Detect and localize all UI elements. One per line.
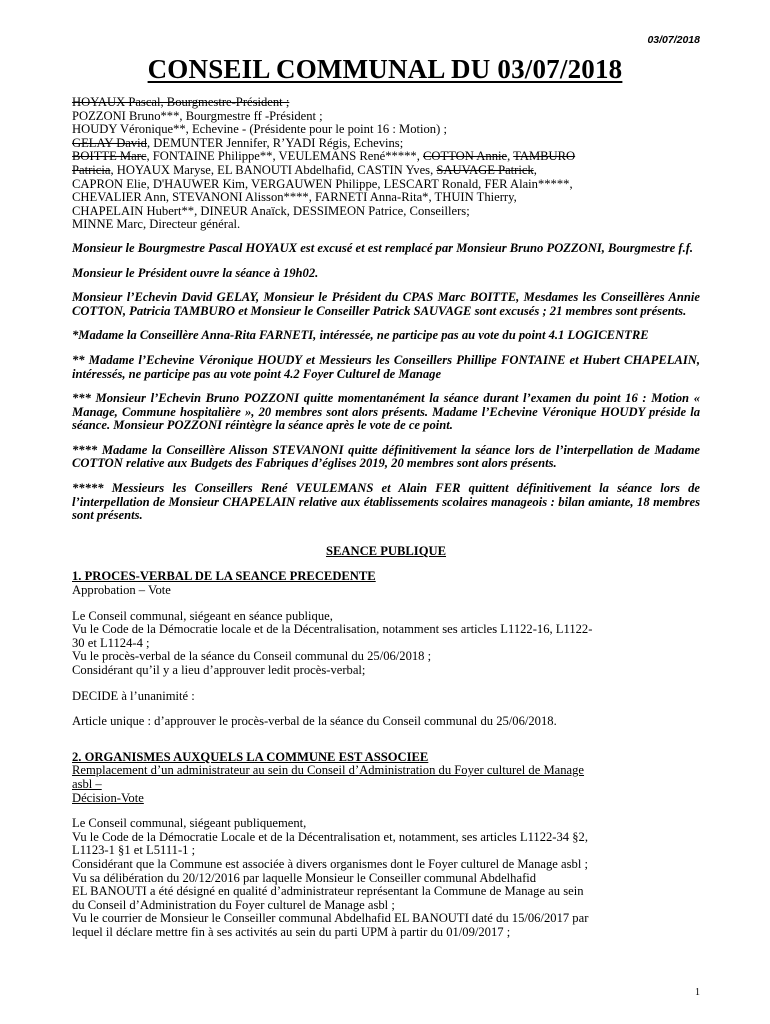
struck-name: GELAY David xyxy=(72,135,147,150)
text-line: 30 et L1124-4 ; xyxy=(72,635,150,650)
item-subtitle: Décision-Vote xyxy=(72,790,144,805)
session-note: Monsieur le Bourgmestre Pascal HOYAUX est excusé et est remplacé par Monsieur Bruno POZZONI, Bourgmestre f.f. xyxy=(72,240,694,255)
item-title: 1. PROCES-VERBAL DE LA SEANCE PRECEDENTE xyxy=(72,569,376,584)
text-line: L1123-1 §1 et L5111-1 ; xyxy=(72,843,196,858)
text-line: Vu le Code de la Démocratie Locale et de la Décentralisation et, notamment, ses articles L1122-34 §2, xyxy=(72,829,588,844)
item-subtitle: Remplacement d’un administrateur au sein du Conseil d’Administration du Foyer culturel de Manage xyxy=(72,763,585,778)
attendee-line: CHEVALIER Ann, STEVANONI Alisson****, FARNETI Anna-Rita*, THUIN Thierry, xyxy=(72,190,517,205)
struck-name: HOYAUX Pascal, Bourgmestre-Président ; xyxy=(72,95,290,109)
text-line: Considérant qu’il y a lieu d’approuver ledit procès-verbal; xyxy=(72,663,366,677)
item-title: 2. ORGANISMES AUXQUELS LA COMMUNE EST ASSOCIEE xyxy=(72,749,429,764)
struck-name: BOITTE Marc xyxy=(72,149,147,164)
attendee-line: MINNE Marc, Directeur général. xyxy=(72,217,241,232)
attendee-line: CAPRON Elie, D'HAUWER Kim, VERGAUWEN Philippe, LESCART Ronald, FER Alain*****, xyxy=(72,176,573,191)
item-subtitle: asbl – xyxy=(72,776,102,791)
attendees-list xyxy=(72,96,700,232)
decision-line: DECIDE à l’unanimité : xyxy=(72,688,195,703)
attendee-text: , HOYAUX Maryse, EL BANOUTI Abdelhafid, CASTIN Yves, xyxy=(110,162,437,177)
text-line: Le Conseil communal, siégeant en séance publique, xyxy=(72,608,333,623)
attendee-line xyxy=(72,137,700,151)
struck-name: SAUVAGE Patrick xyxy=(436,162,534,177)
attendee-line: POZZONI Bruno***, Bourgmestre ff -Président ; xyxy=(72,108,323,123)
text-line: Vu sa délibération du 20/12/2016 par laquelle Monsieur le Conseiller communal Abdelhafid xyxy=(72,870,537,885)
attendee-text: , DEMUNTER Jennifer, R’YADI Régis, Echevins; xyxy=(146,135,404,150)
item-paragraph xyxy=(72,817,700,939)
text-line: Le Conseil communal, siégeant publiquement, xyxy=(72,816,307,831)
struck-name: TAMBURO xyxy=(513,149,576,164)
item-subtitle: Approbation – Vote xyxy=(72,583,171,598)
attendee-line: HOUDY Véronique**, Echevine - (Présidente pour le point 16 : Motion) ; xyxy=(72,122,447,137)
attendee-text: , xyxy=(533,162,537,177)
item-paragraph xyxy=(72,610,700,678)
article-line: Article unique : d’approuver le procès-verbal de la séance du Conseil communal du 25/06/2018. xyxy=(72,714,557,729)
text-line: Vu le Code de la Démocratie locale et de la Décentralisation, notamment ses articles L1122-16, L1122- xyxy=(72,622,593,637)
attendee-line xyxy=(72,96,700,110)
attendee-line xyxy=(72,150,700,164)
text-line: Vu le procès-verbal de la séance du Conseil communal du 25/06/2018 ; xyxy=(72,649,432,664)
session-note: *Madame la Conseillère Anna-Rita FARNETI, intéressée, ne participe pas au vote du point 4.1 LOGICENTRE xyxy=(72,328,649,343)
struck-name: COTTON Annie xyxy=(423,149,508,164)
header-date: 03/07/2018 xyxy=(647,34,700,46)
session-note: Monsieur le Président ouvre la séance à 19h02. xyxy=(72,265,319,280)
session-note: *** Monsieur l’Echevin Bruno POZZONI quitte momentanément la séance durant l’examen du point 16 : Motion « Manage, Commune hospitalière », 20 membres sont alors présents. Madame l’Echevine Véronique HOUDY préside la séance. Monsieur POZZONI réintègre la séance après le vote de ce point. xyxy=(72,391,700,433)
session-note: **** Madame la Conseillère Alisson STEVANONI quitte définitivement la séance lors de l’interpellation de Madame COTTON relative aux Budgets des Fabriques d’églises 2019, 20 membres sont alors présents. xyxy=(72,442,700,471)
session-note: Monsieur l’Echevin David GELAY, Monsieur le Président du CPAS Marc BOITTE, Mesdames les Conseillères Annie COTTON, Patricia TAMBURO et Monsieur le Conseiller Patrick SAUVAGE sont excusés ; 21 membres sont présents. xyxy=(72,290,700,318)
page-number: 1 xyxy=(695,987,700,998)
attendee-text: , xyxy=(507,149,514,164)
text-line: du Conseil d’Administration du Foyer culturel de Manage asbl ; xyxy=(72,897,395,912)
document-body xyxy=(72,96,700,940)
struck-name: Patricia xyxy=(72,162,111,177)
attendee-text: , FONTAINE Philippe**, VEULEMANS René*****, xyxy=(146,149,424,164)
session-note: ***** Messieurs les Conseillers René VEULEMANS et Alain FER quittent définitivement la séance lors de l’interpellation de Monsieur CHAPELAIN relative aux établissements scolaires manageois : bilan amiante, 18 membres sont présents. xyxy=(72,481,700,523)
attendee-line: CHAPELAIN Hubert**, DINEUR Anaïck, DESSIMEON Patrice, Conseillers; xyxy=(72,203,470,218)
text-line: lequel il déclare mettre fin à ses activités au sein du parti UPM à partir du 01/09/2017 ; xyxy=(72,924,511,939)
text-line: Considérant que la Commune est associée à divers organismes dont le Foyer culturel de Manage asbl ; xyxy=(72,856,588,871)
attendee-line xyxy=(72,164,700,178)
session-note: ** Madame l’Echevine Véronique HOUDY et Messieurs les Conseillers Phillipe FONTAINE et Hubert CHAPELAIN, intéressés, ne participe pas au vote point 4.2 Foyer Culturel de Manage xyxy=(72,352,700,381)
page-title: CONSEIL COMMUNAL DU 03/07/2018 xyxy=(147,54,623,84)
section-heading: SEANCE PUBLIQUE xyxy=(325,543,447,558)
agenda-item-1 xyxy=(72,570,700,728)
text-line: Vu le courrier de Monsieur le Conseiller communal Abdelhafid EL BANOUTI daté du 15/06/2017 par xyxy=(72,911,589,926)
text-line: EL BANOUTI a été désigné en qualité d’administrateur représentant la Commune de Manage au sein xyxy=(72,884,584,899)
agenda-item-2 xyxy=(72,751,700,940)
